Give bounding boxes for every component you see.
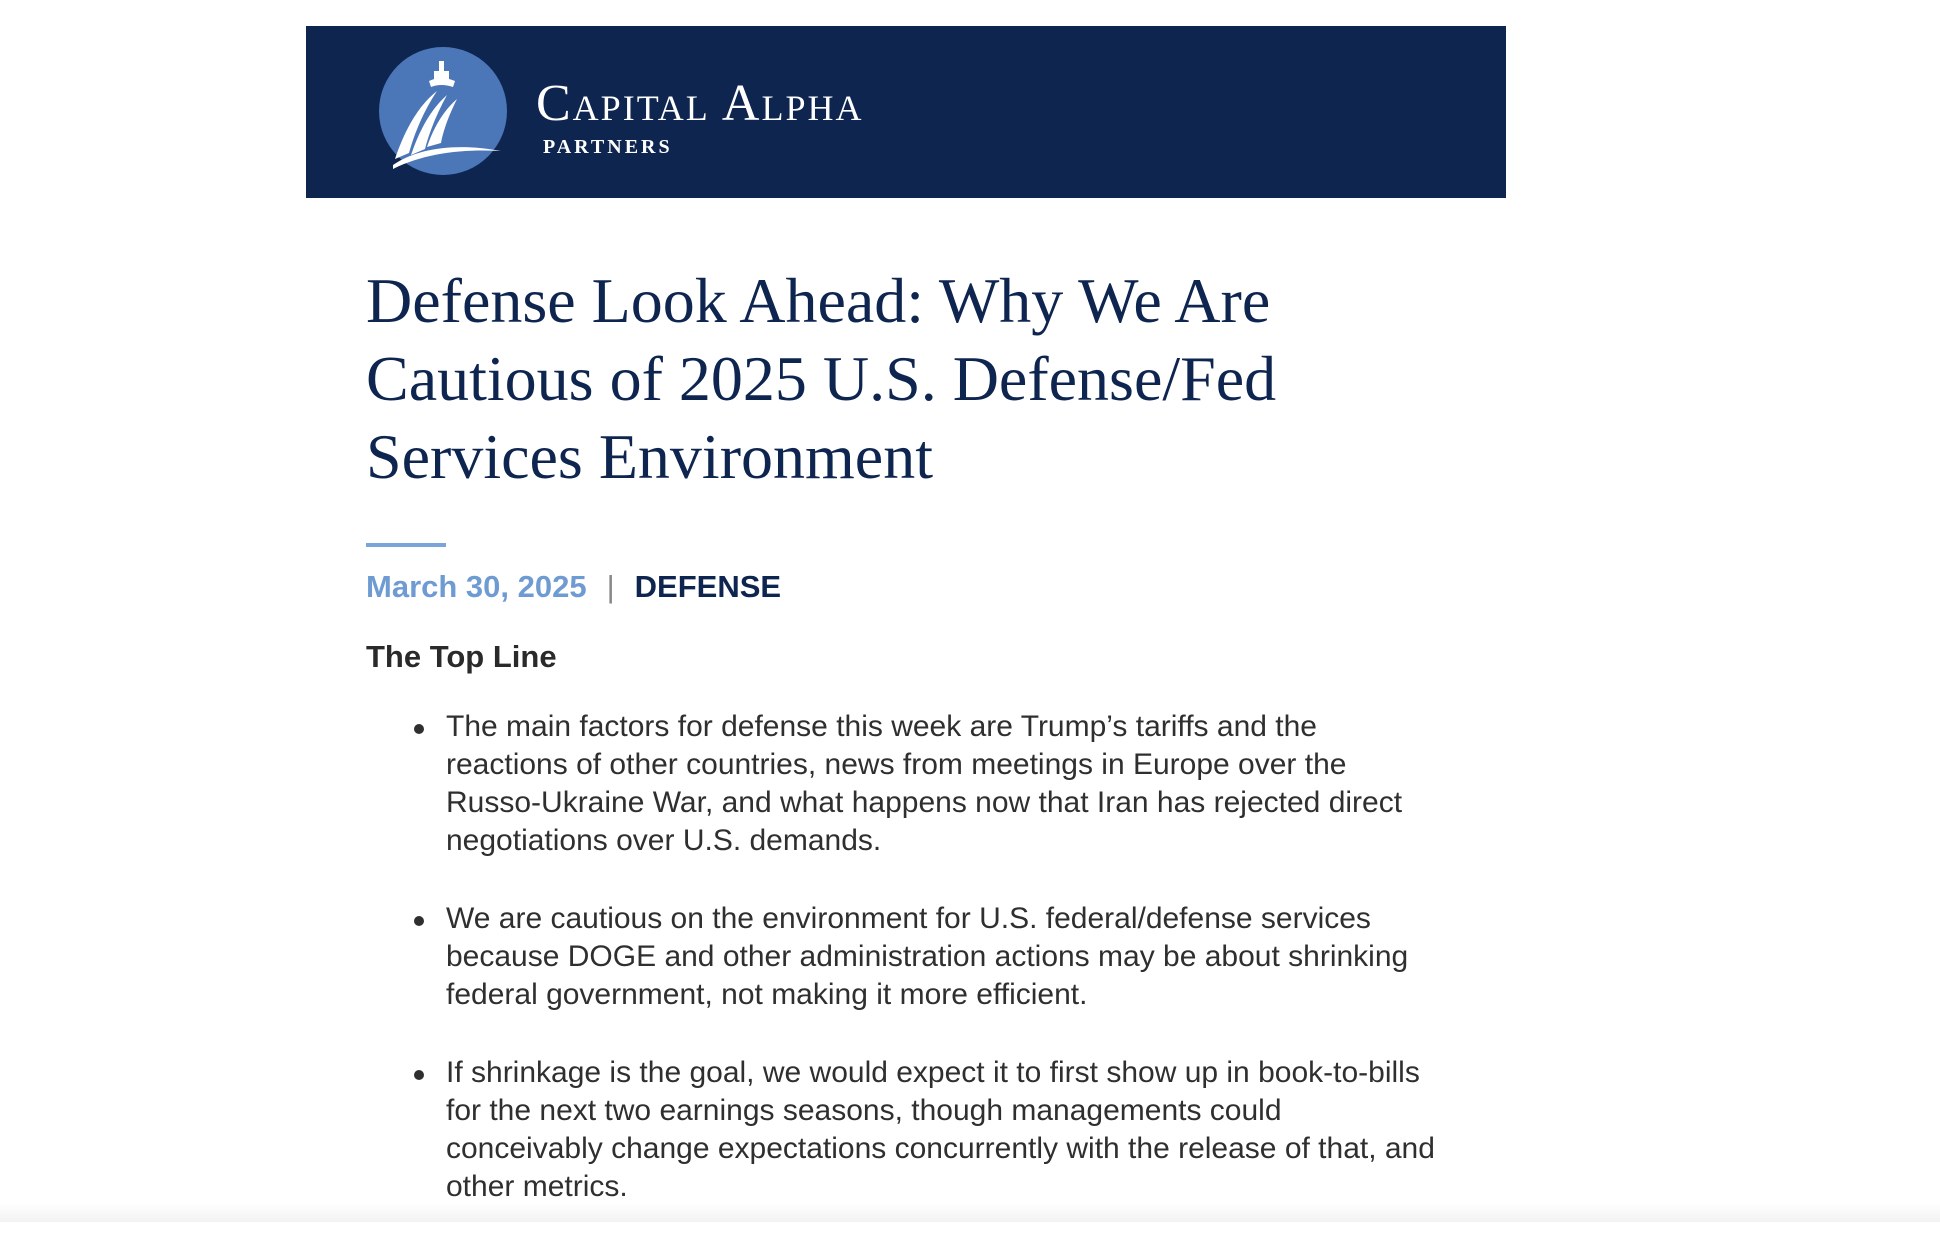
meta-separator: |: [606, 569, 615, 604]
capitol-dome-logo-icon: [379, 47, 507, 175]
title-divider: [366, 543, 446, 547]
page-title: Defense Look Ahead: Why We Are Cautious of 2025 U.S. Defense/Fed Services Environment: [366, 265, 1277, 492]
category-label: DEFENSE: [634, 569, 782, 604]
section-title: The Top Line: [366, 639, 557, 674]
brand-subtitle: PARTNERS: [543, 136, 673, 158]
brand-name: Capital Alpha: [536, 75, 864, 132]
publish-date: March 30, 2025: [366, 569, 587, 604]
list-item: The main factors for defense this week are Trump’s tariffs and the reactions of other countries, news from meetings in Europe over the Russo-Ukraine War, and what happens now that Iran has rejected direct negotiations over U.S. demands.: [366, 708, 1446, 860]
bottom-edge-shadow: [0, 1204, 1940, 1222]
list-item: We are cautious on the environment for U.S. federal/defense services because DOGE and other administration actions may be about shrinking federal government, not making it more efficient.: [366, 900, 1446, 1014]
header-banner: [306, 26, 1506, 198]
article-meta: [366, 567, 781, 607]
top-line-list: [366, 708, 1446, 1246]
list-item: If shrinkage is the goal, we would expect it to first show up in book-to-bills for the next two earnings seasons, though managements could conceivably change expectations concurrently with the release of that, and other metrics.: [366, 1054, 1446, 1206]
brand-wordmark: [536, 75, 864, 159]
